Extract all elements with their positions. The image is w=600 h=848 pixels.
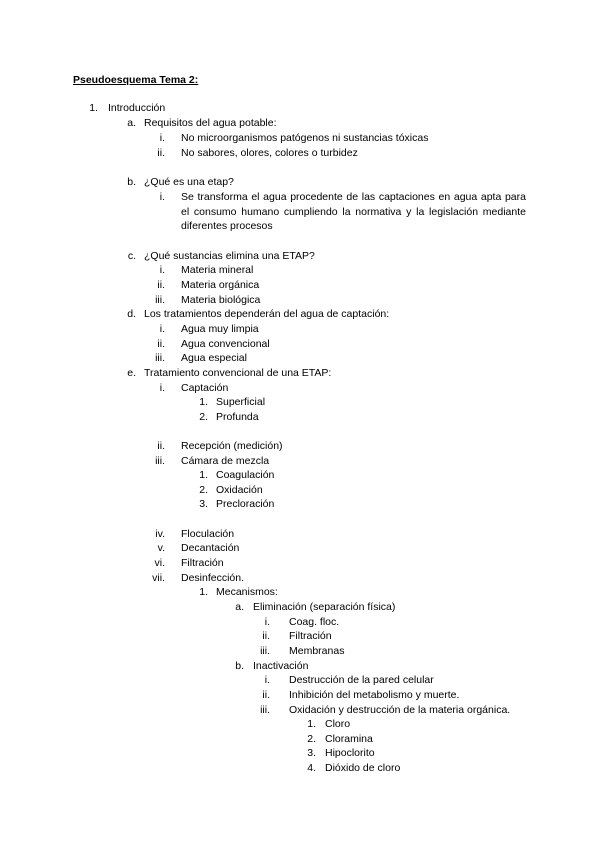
subsection-heading: ¿Qué sustancias elimina una ETAP? bbox=[144, 250, 315, 262]
list-item: Captación bbox=[181, 382, 229, 394]
list-item: Floculación bbox=[181, 528, 235, 540]
list-item: No microorganismos patógenos ni sustancias tóxicas bbox=[181, 132, 429, 144]
item-marker: ii. bbox=[262, 630, 270, 642]
list-item: Desinfección. bbox=[181, 572, 245, 584]
number-marker: 2. bbox=[307, 733, 316, 745]
number-marker: 4. bbox=[307, 762, 316, 774]
list-item: No sabores, olores, colores o turbidez bbox=[181, 147, 358, 159]
number-marker: 1. bbox=[199, 396, 208, 408]
list-item: Destrucción de la pared celular bbox=[289, 674, 434, 686]
list-item: Cloro bbox=[325, 718, 351, 730]
list-item: Materia mineral bbox=[181, 264, 254, 276]
number-marker: 2. bbox=[199, 484, 208, 496]
number-marker: 1. bbox=[199, 469, 208, 481]
number-marker: 3. bbox=[307, 747, 316, 759]
list-item: Oxidación y destrucción de la materia orgánica. bbox=[289, 704, 511, 716]
document-title: Pseudoesquema Tema 2: bbox=[73, 74, 199, 86]
item-marker: i. bbox=[159, 132, 165, 144]
subsection-marker: b. bbox=[127, 176, 136, 188]
list-item: Materia biológica bbox=[181, 294, 261, 306]
item-marker: ii. bbox=[157, 338, 165, 350]
item-marker: iii. bbox=[155, 455, 165, 467]
list-item: Recepción (medición) bbox=[181, 440, 283, 452]
list-item: Agua muy limpia bbox=[181, 323, 259, 335]
item-marker: iii. bbox=[155, 294, 165, 306]
letter-marker: b. bbox=[235, 660, 244, 672]
item-marker: ii. bbox=[262, 689, 270, 701]
list-item: Dióxido de cloro bbox=[325, 762, 401, 774]
list-item: Materia orgánica bbox=[181, 279, 260, 291]
number-marker: 2. bbox=[199, 411, 208, 423]
subsection-marker: a. bbox=[127, 117, 136, 129]
item-marker: i. bbox=[264, 616, 270, 628]
number-marker: 3. bbox=[199, 498, 208, 510]
subsection-marker: e. bbox=[127, 367, 136, 379]
list-item: Eliminación (separación física) bbox=[253, 601, 396, 613]
item-marker: i. bbox=[159, 191, 165, 203]
subsection-heading: Tratamiento convencional de una ETAP: bbox=[144, 367, 332, 379]
subsection-heading: Requisitos del agua potable: bbox=[144, 117, 277, 129]
item-marker: v. bbox=[157, 542, 165, 554]
list-item: Precloración bbox=[216, 498, 275, 510]
item-marker: iii. bbox=[260, 704, 270, 716]
list-item: Inactivación bbox=[253, 660, 309, 672]
list-item: Agua convencional bbox=[181, 338, 270, 350]
number-marker: 1. bbox=[307, 718, 316, 730]
item-marker: i. bbox=[264, 674, 270, 686]
subsection-heading: ¿Qué es una etap? bbox=[144, 176, 234, 188]
item-marker: i. bbox=[159, 264, 165, 276]
list-item: Filtración bbox=[289, 630, 332, 642]
list-item: Filtración bbox=[181, 557, 224, 569]
item-marker: i. bbox=[159, 382, 165, 394]
list-item: Inhibición del metabolismo y muerte. bbox=[289, 689, 460, 701]
subsection-marker: d. bbox=[127, 308, 136, 320]
item-marker: vi. bbox=[154, 557, 165, 569]
item-marker: iii. bbox=[155, 352, 165, 364]
list-item: Coag. floc. bbox=[289, 616, 340, 628]
item-marker: iv. bbox=[155, 528, 165, 540]
list-item: Mecanismos: bbox=[216, 586, 278, 598]
section-marker: 1. bbox=[89, 102, 98, 114]
list-item: Oxidación bbox=[216, 484, 263, 496]
list-item: Profunda bbox=[216, 411, 259, 423]
list-item: Coagulación bbox=[216, 469, 275, 481]
list-item: Agua especial bbox=[181, 352, 247, 364]
item-marker: vii. bbox=[152, 572, 165, 584]
definition-paragraph: Se transforma el agua procedente de las captaciones en agua apta para el consumo humano cumpliendo la normativa y la legislación mediante diferentes procesos bbox=[181, 191, 526, 232]
item-marker: i. bbox=[159, 323, 165, 335]
list-item: Hipoclorito bbox=[325, 747, 375, 759]
section-heading: Introducción bbox=[108, 102, 166, 114]
list-item: Membranas bbox=[289, 645, 345, 657]
letter-marker: a. bbox=[235, 601, 244, 613]
item-marker: ii. bbox=[157, 440, 165, 452]
list-item: Cloramina bbox=[325, 733, 373, 745]
number-marker: 1. bbox=[199, 586, 208, 598]
item-marker: iii. bbox=[260, 645, 270, 657]
subsection-marker: c. bbox=[127, 250, 136, 262]
list-item: Decantación bbox=[181, 542, 240, 554]
list-item: Cámara de mezcla bbox=[181, 455, 270, 467]
item-marker: ii. bbox=[157, 279, 165, 291]
subsection-heading: Los tratamientos dependerán del agua de captación: bbox=[144, 308, 390, 320]
item-marker: ii. bbox=[157, 147, 165, 159]
list-item: Superficial bbox=[216, 396, 266, 408]
